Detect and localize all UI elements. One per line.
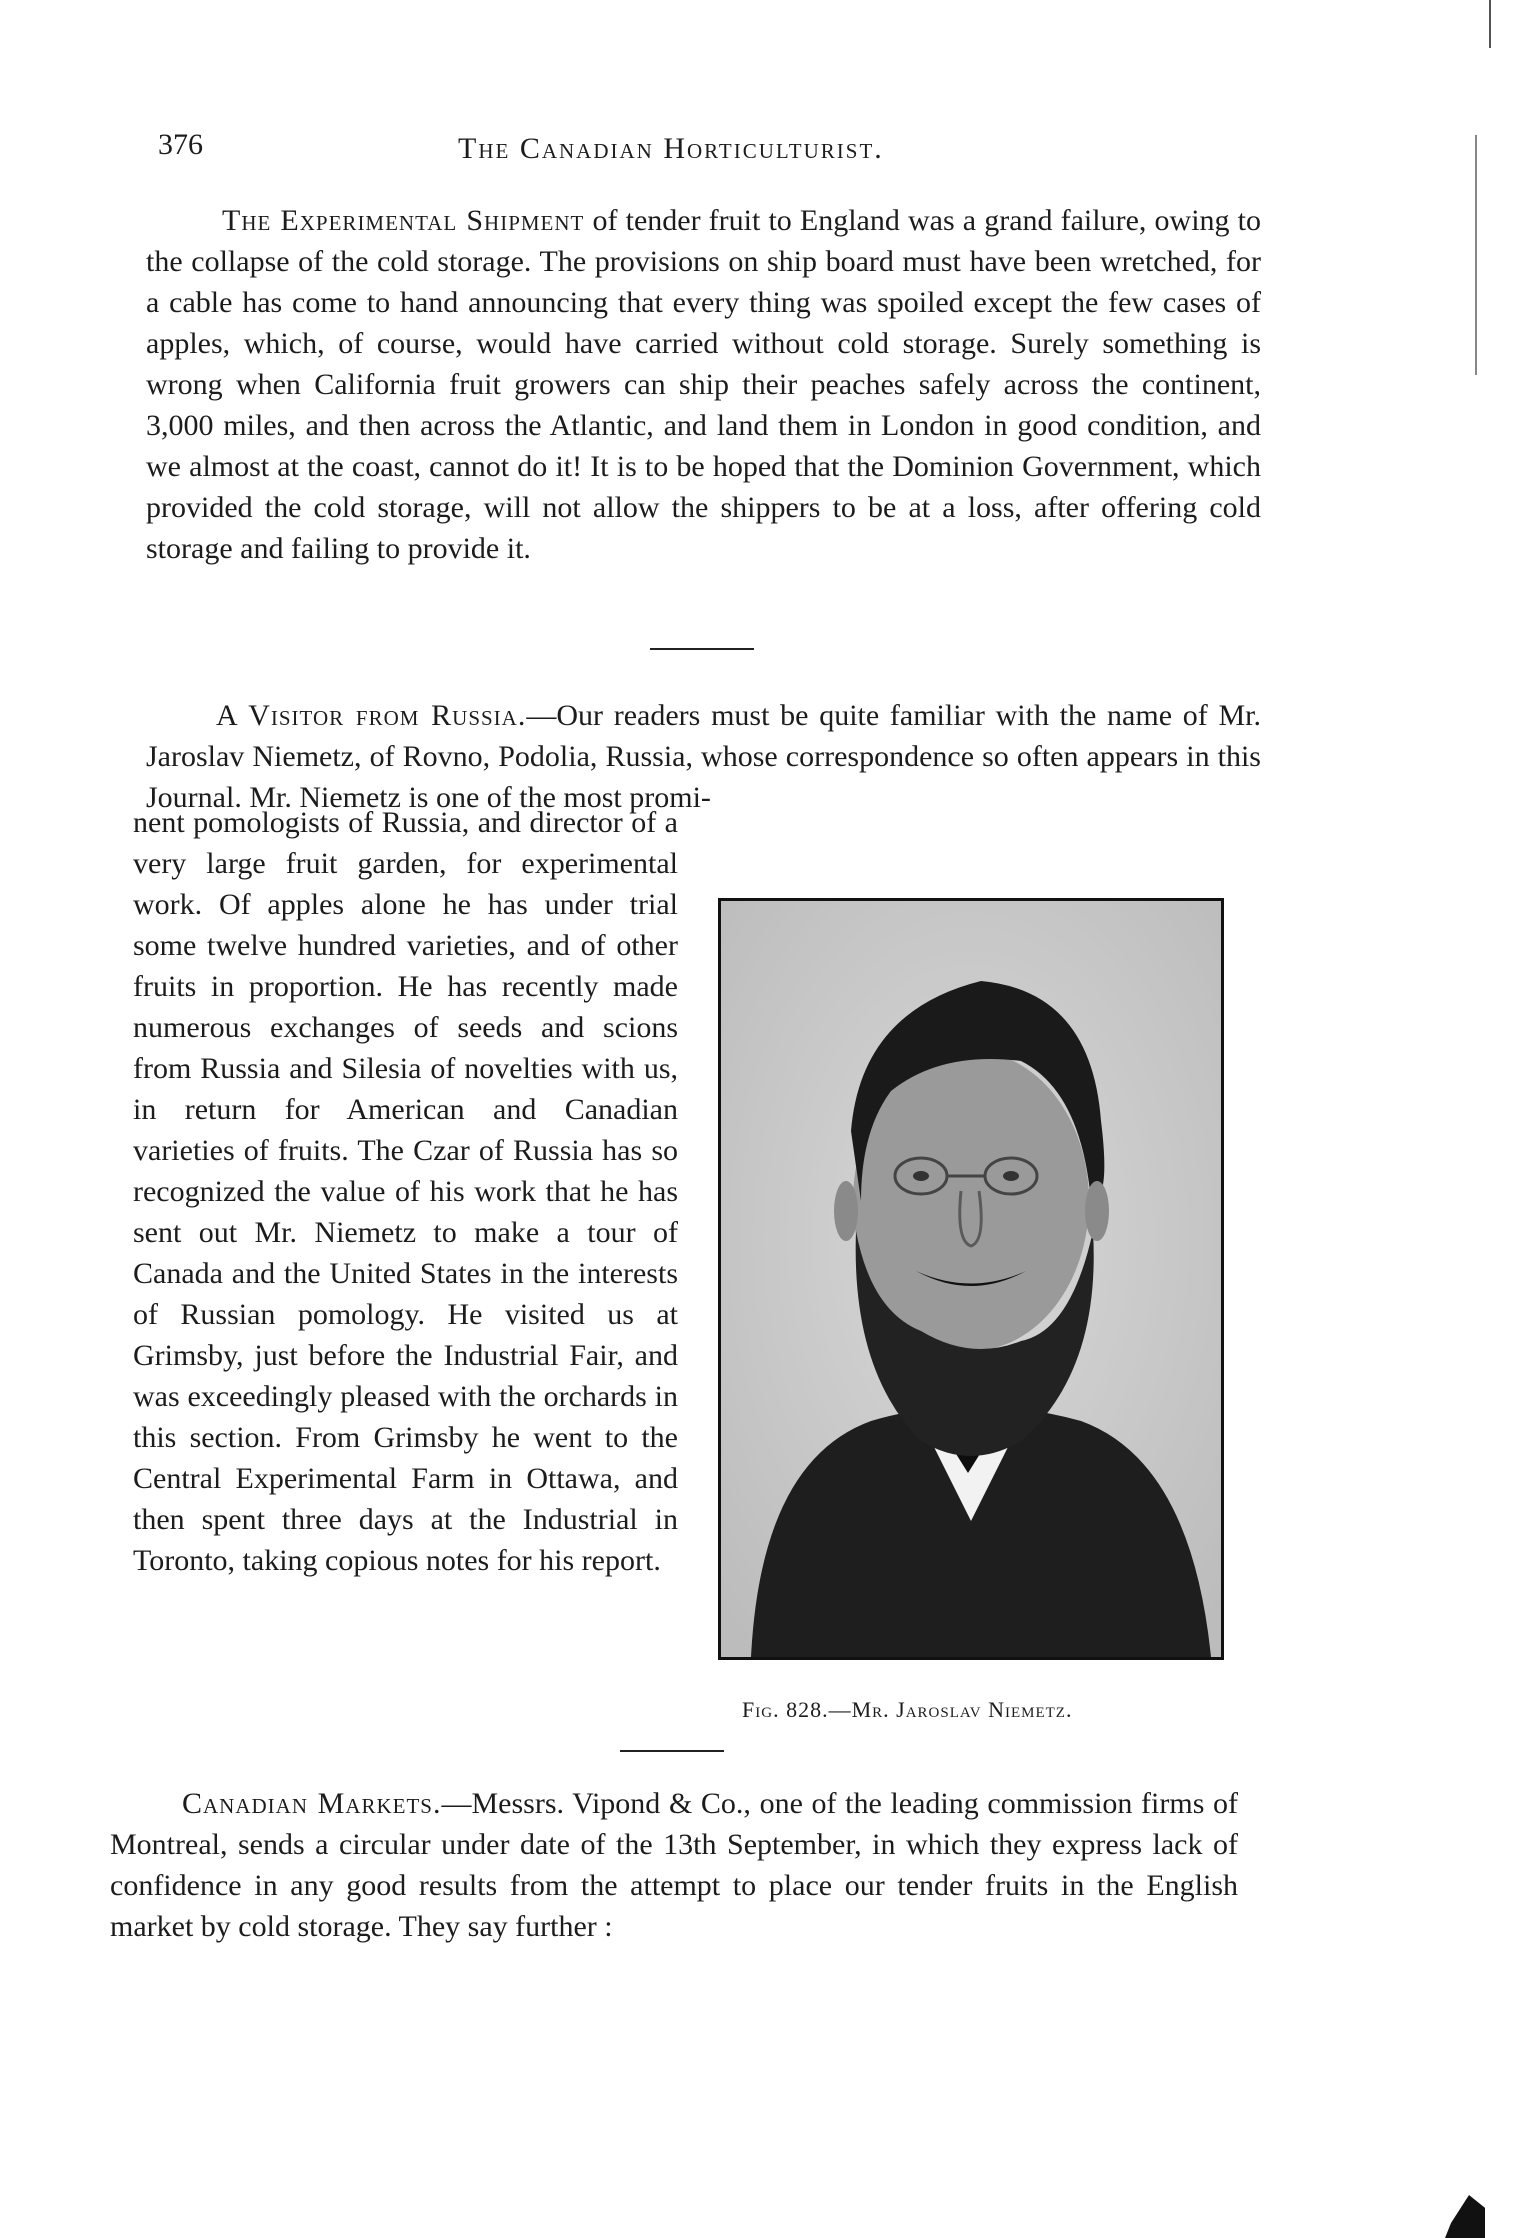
section-divider (650, 648, 754, 650)
portrait-figure (718, 898, 1224, 1660)
figure-caption: Fig. 828.—Mr. Jaroslav Niemetz. (742, 1697, 1073, 1722)
paragraph-canadian-markets (110, 1783, 1238, 1947)
paragraph-body: —Our readers must be quite familiar with the name of Mr. Jaroslav Niemetz, of Rovno, Podolia, Russia, whose correspondence so often appears in this Journal. Mr. Niemetz is one of the most promi- (146, 699, 1261, 814)
paragraph-body: of tender fruit to England was a grand failure, owing to the collapse of the cold storage. The provisions on ship board must have been wretched, for a cable has come to hand announcing that every thing was spoiled except the few cases of apples, which, of course, would have carried without cold storage. Surely something is wrong when California fruit growers can ship their peaches safely across the continent, 3,000 miles, and then across the Atlantic, and land them in London in good condition, and we almost at the coast, cannot do it! It is to be hoped that the Dominion Government, which provided the cold storage, will not allow the shippers to be at a loss, after offering cold storage and failing to provide it. (146, 204, 1261, 565)
running-title: The Canadian Horticulturist. (458, 132, 884, 165)
page-header (158, 128, 1258, 178)
scan-edge-line (1489, 0, 1491, 48)
paragraph-visitor-continued (133, 802, 678, 1581)
scan-edge-line (1475, 135, 1477, 375)
section-lead: The Experimental Shipment (222, 204, 585, 237)
section-divider (620, 1750, 724, 1752)
portrait-photo (721, 901, 1221, 1657)
paragraph-body: —Messrs. Vipond & Co., one of the leading commission firms of Montreal, sends a circular under date of the 13th September, in which they express lack of confidence in any good results from the attempt to place our tender fruits in the English market by cold storage. They say further : (110, 1787, 1239, 1943)
page-number: 376 (158, 128, 203, 161)
paragraph-experimental-shipment (146, 200, 1261, 569)
section-lead: A Visitor from Russia. (216, 699, 527, 732)
section-lead: Canadian Markets. (182, 1787, 442, 1820)
paragraph-body: nent pomologists of Russia, and director of a very large fruit garden, for experimental work. Of apples alone he has under trial some twelve hundred varieties, and of other fruits in proportion. He has recently made numerous exchanges of seeds and scions from Russia and Silesia of novelties with us, in return for American and Canadian varieties of fruits. The Czar of Russia has so recognized the value of his work that he has sent out Mr. Niemetz to make a tour of Canada and the United States in the interests of Russian pomology. He visited us at Grimsby, just before the Industrial Fair, and was exceedingly pleased with the orchards in this section. From Grimsby he went to the Central Experimental Farm in Ottawa, and then spent three days at the Industrial in Toronto, taking copious notes for his report. (133, 806, 678, 1577)
scan-artifact-mark (1445, 2195, 1485, 2238)
paragraph-visitor-from-russia (146, 695, 1261, 818)
